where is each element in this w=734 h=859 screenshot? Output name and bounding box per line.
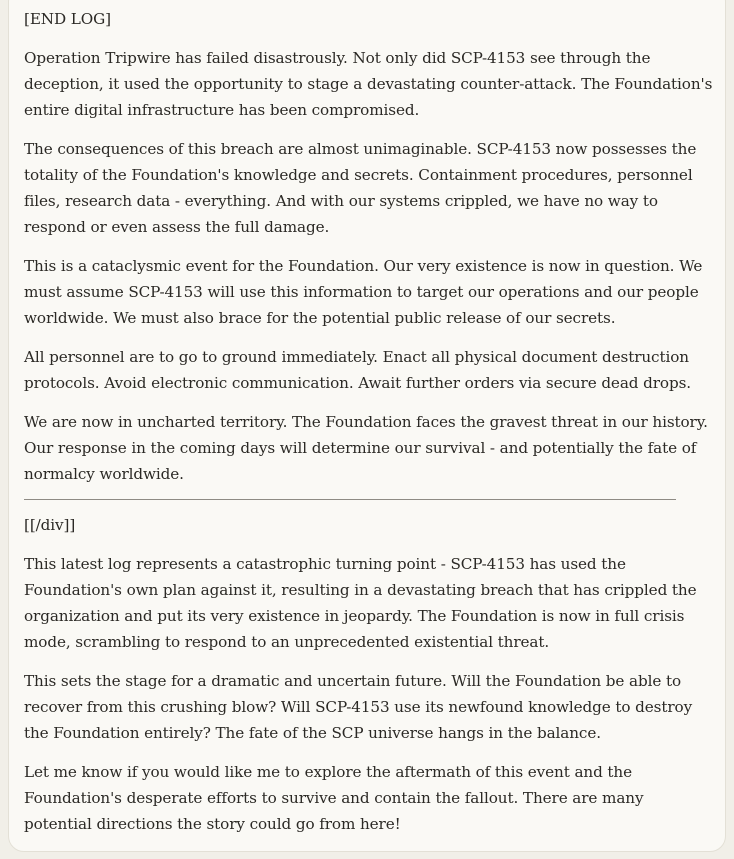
- message-paragraph: This is a cataclysmic event for the Foundation. Our very existence is now in question. We must assume SCP-4153 will use this information to target our operations and our people worldwide. We must also brace for the potential public release of our secrets.: [24, 257, 703, 327]
- div-close-marker: [[/div]]: [24, 516, 76, 534]
- end-log-marker: [END LOG]: [24, 10, 111, 28]
- horizontal-rule: [24, 499, 676, 500]
- message-paragraph: Let me know if you would like me to explore the aftermath of this event and the Foundation's desperate efforts to survive and contain the fallout. There are many potential directions the story could go from here!: [24, 763, 644, 833]
- message-paragraph: This sets the stage for a dramatic and uncertain future. Will the Foundation be able to recover from this crushing blow? Will SCP-4153 use its newfound knowledge to destroy the Foundation entirely? The fate of the SCP universe hangs in the balance.: [24, 672, 693, 742]
- message-paragraph: This latest log represents a catastrophic turning point - SCP-4153 has used the Foundation's own plan against it, resulting in a devastating breach that has crippled the organization and put its very existence in jeopardy. The Foundation is now in full crisis mode, scrambling to respond to an unprecedented existential threat.: [24, 555, 697, 651]
- message-paragraph: We are now in uncharted territory. The Foundation faces the gravest threat in our history. Our response in the coming days will determine our survival - and potentially the fate of normalcy worldwide.: [24, 413, 708, 483]
- message-paragraph: Operation Tripwire has failed disastrously. Not only did SCP-4153 see through the deception, it used the opportunity to stage a devastating counter-attack. The Foundation's entire digital infrastructure has been compromised.: [24, 49, 713, 119]
- message-paragraph: All personnel are to go to ground immediately. Enact all physical document destruction protocols. Avoid electronic communication. Await further orders via secure dead drops.: [24, 348, 691, 392]
- message-content: [24, 6, 714, 850]
- message-paragraph: The consequences of this breach are almost unimaginable. SCP-4153 now possesses the totality of the Foundation's knowledge and secrets. Containment procedures, personnel files, research data - everything. And with our systems crippled, we have no way to respond or even assess the full damage.: [24, 140, 697, 236]
